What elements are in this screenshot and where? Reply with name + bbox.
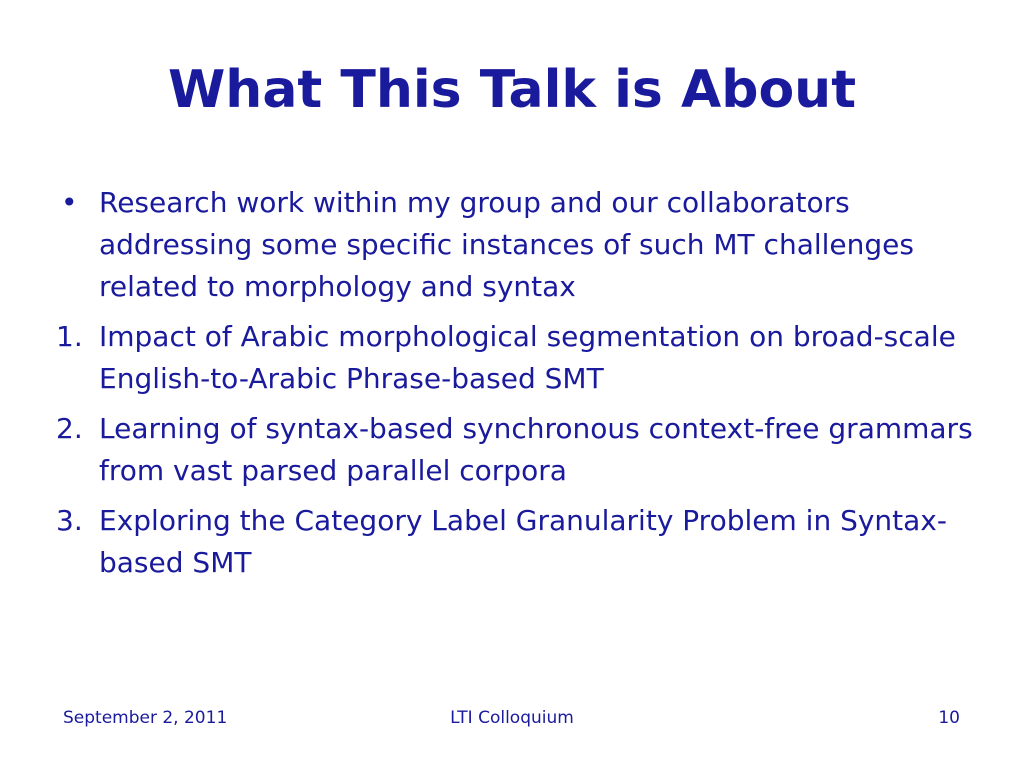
numbered-item-2	[56, 408, 976, 492]
number-marker: 1.	[56, 320, 83, 353]
footer-event: LTI Colloquium	[450, 708, 574, 728]
number-marker: 2.	[56, 412, 83, 445]
bullet-text: Research work within my group and our collaborators addressing some specific instances of such MT challenges related to morphology and syntax	[99, 186, 914, 303]
numbered-item-text: Impact of Arabic morphological segmentation on broad-scale English-to-Arabic Phrase-based SMT	[99, 320, 956, 395]
numbered-item-text: Exploring the Category Label Granularity Problem in Syntax-based SMT	[99, 504, 947, 579]
numbered-item-text: Learning of syntax-based synchronous context-free grammars from vast parsed parallel corpora	[99, 412, 973, 487]
numbered-item-1	[56, 316, 976, 400]
slide-body	[56, 182, 976, 592]
bullet-item	[56, 182, 976, 308]
slide-title: What This Talk is About	[167, 60, 857, 120]
slide-number: 10	[938, 708, 960, 728]
number-marker: 3.	[56, 504, 83, 537]
numbered-item-3	[56, 500, 976, 584]
footer-date: September 2, 2011	[63, 708, 228, 728]
bullet-marker: •	[61, 186, 78, 219]
